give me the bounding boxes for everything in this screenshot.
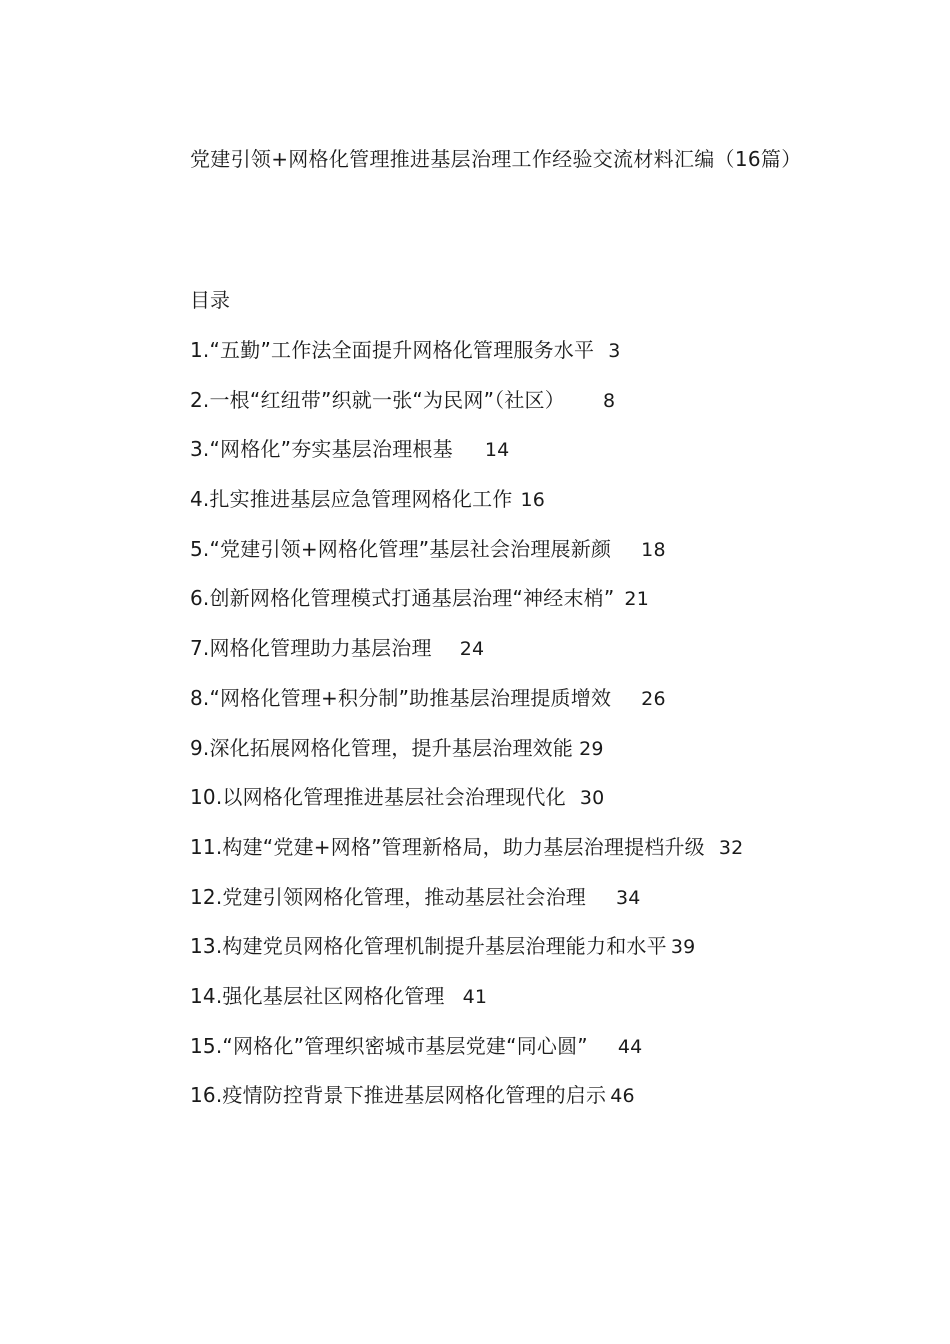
document-title: 党建引领+网格化管理推进基层治理工作经验交流材料汇编（16篇） <box>190 147 802 171</box>
toc-entry-page: 24 <box>459 638 485 661</box>
toc-entry-text: 5.“党建引领+网格化管理”基层社会治理展新颜 <box>190 536 612 561</box>
toc-entry-4[interactable] <box>190 482 890 532</box>
toc-entry-5[interactable] <box>190 532 890 582</box>
toc-entry-text: 3.“网格化”夯实基层治理根基 <box>190 437 453 462</box>
toc-entry-page: 44 <box>617 1035 643 1058</box>
toc-entry-text: 11.构建“党建+网格”管理新格局，助力基层治理提档升级 <box>190 834 705 859</box>
toc-entry-page: 3 <box>608 340 621 362</box>
toc-entry-text: 7.网格化管理助力基层治理 <box>190 636 432 661</box>
toc-list <box>190 333 890 1128</box>
toc-entry-8[interactable] <box>190 681 890 731</box>
toc-entry-6[interactable] <box>190 581 890 631</box>
toc-entry-text: 9.深化拓展网格化管理，提升基层治理效能 <box>190 735 574 760</box>
toc-entry-text: 8.“网格化管理+积分制”助推基层治理提质增效 <box>190 685 612 710</box>
toc-entry-page: 26 <box>641 687 666 710</box>
toc-entry-page: 16 <box>520 489 546 512</box>
toc-entry-text: 16.疫情防控背景下推进基层网格化管理的启示 <box>190 1083 607 1108</box>
toc-entry-14[interactable] <box>190 979 890 1029</box>
toc-entry-page: 8 <box>602 389 616 412</box>
toc-entry-text: 14.强化基层社区网格化管理 <box>190 983 445 1008</box>
toc-entry-text: 15.“网格化”管理织密城市基层党建“同心圆” <box>190 1033 588 1058</box>
toc-entry-2[interactable] <box>190 383 890 433</box>
toc-entry-16[interactable] <box>190 1078 890 1128</box>
toc-entry-11[interactable] <box>190 830 890 880</box>
toc-entry-page: 34 <box>616 886 641 909</box>
toc-entry-9[interactable] <box>190 731 890 781</box>
toc-entry-text: 1.“五勤”工作法全面提升网格化管理服务水平 <box>190 338 595 362</box>
toc-entry-page: 21 <box>624 588 649 611</box>
toc-entry-page: 46 <box>610 1085 635 1108</box>
toc-entry-page: 30 <box>579 787 605 810</box>
toc-entry-10[interactable] <box>190 780 890 830</box>
toc-entry-text: 12.党建引领网格化管理，推动基层社会治理 <box>190 884 587 909</box>
toc-entry-text: 6.创新网格化管理模式打通基层治理“神经末梢” <box>190 586 615 611</box>
toc-heading: 目录 <box>190 288 230 312</box>
toc-entry-page: 29 <box>579 737 604 760</box>
toc-entry-page: 18 <box>641 538 666 561</box>
toc-entry-text: 10.以网格化管理推进基层社会治理现代化 <box>190 785 566 810</box>
toc-entry-page: 32 <box>718 836 744 859</box>
toc-entry-7[interactable] <box>190 631 890 681</box>
toc-entry-text: 4.扎实推进基层应急管理网格化工作 <box>190 487 513 512</box>
toc-entry-12[interactable] <box>190 880 890 930</box>
toc-entry-text: 13.构建党员网格化管理机制提升基层治理能力和水平 <box>190 934 667 959</box>
toc-entry-text: 2.一根“红纽带”织就一张“为民网”（社区） <box>190 387 565 412</box>
toc-entry-3[interactable] <box>190 432 890 482</box>
toc-entry-13[interactable] <box>190 929 890 979</box>
toc-entry-1[interactable] <box>190 333 890 383</box>
toc-entry-page: 14 <box>484 439 510 462</box>
toc-entry-page: 39 <box>670 936 696 959</box>
toc-entry-page: 41 <box>462 985 488 1008</box>
toc-entry-15[interactable] <box>190 1029 890 1079</box>
